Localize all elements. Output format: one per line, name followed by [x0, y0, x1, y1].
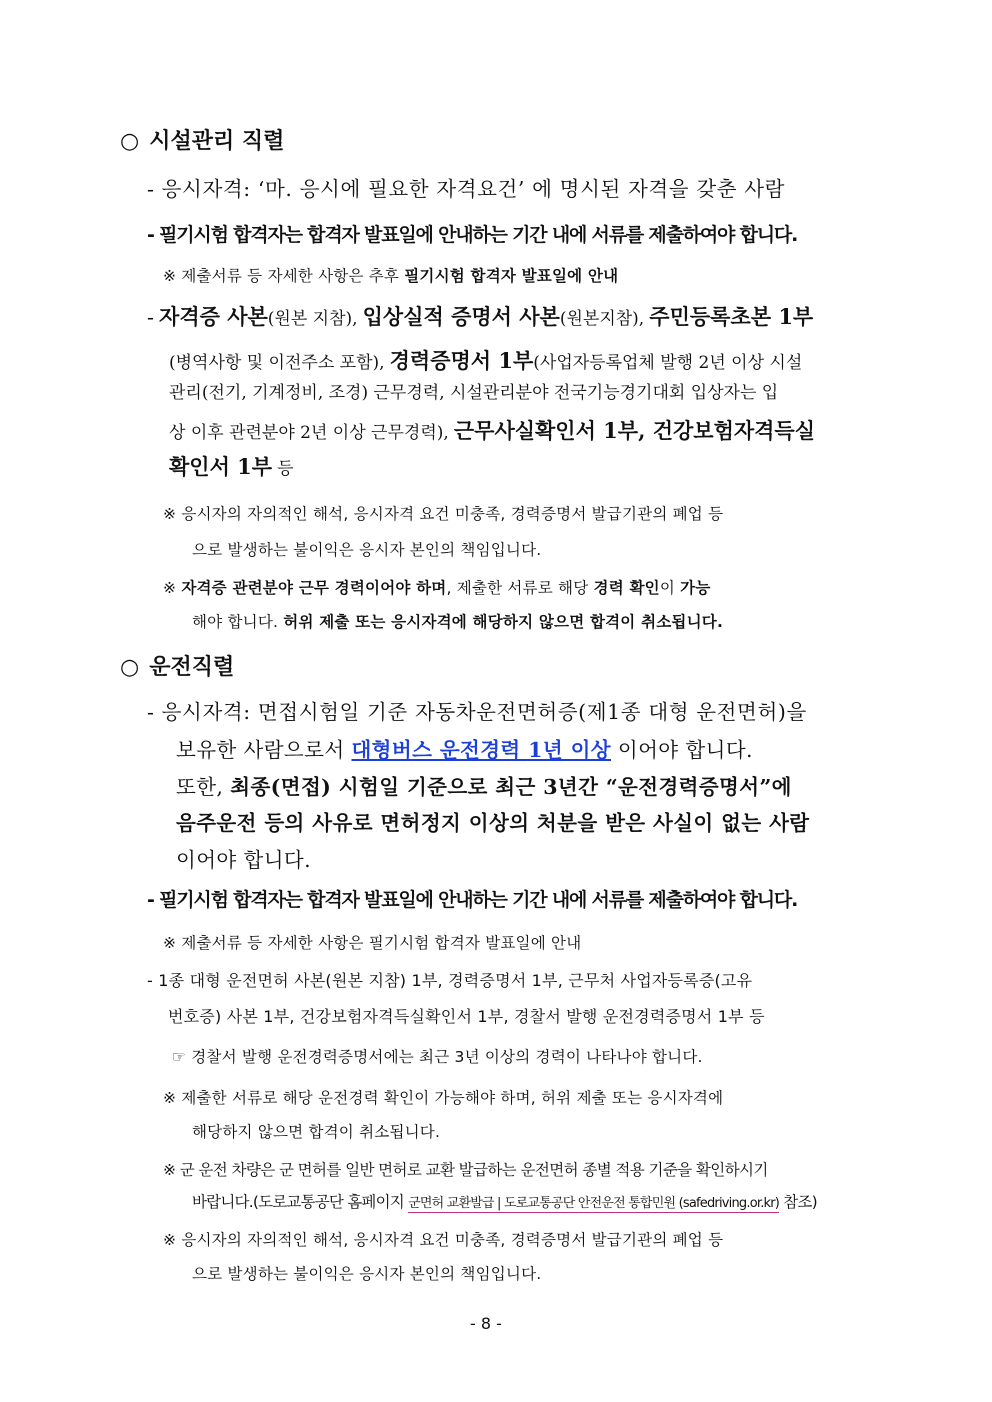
safedriving-link[interactable]: 군면허 교환발급 | 도로교통공단 안전운전 통합민원 (safedriving.or.kr)	[408, 1196, 780, 1211]
facility-note-2: ※ 응시자의 자의적인 해석, 응시자격 요건 미충족, 경력증명서 발급기관의 폐업 등	[163, 505, 724, 523]
driving-documents: - 1종 대형 운전면허 사본(원본 지참) 1부, 경력증명서 1부, 근무처 사업자등록증(고유	[147, 971, 753, 990]
reference-mark-icon: ※	[163, 1161, 176, 1179]
reference-mark-icon: ※	[163, 579, 177, 597]
facility-submit-notice: - 필기시험 합격자는 합격자 발표일에 안내하는 기간 내에 서류를 제출하여야 합니다.	[147, 224, 798, 246]
circle-bullet-icon: ○	[120, 655, 140, 680]
driving-note-3-cont: 바랍니다.(도로교통공단 홈페이지 군면허 교환발급 | 도로교통공단 안전운전 통합민원 (safedriving.or.kr) 참조)	[192, 1193, 817, 1211]
facility-note-3-cont: 해야 합니다. 허위 제출 또는 응시자격에 해당하지 않으면 합격이 취소됩니다.	[192, 613, 724, 631]
driving-pointer-note: ☞ 경찰서 발행 운전경력증명서에는 최근 3년 이상의 경력이 나타나야 합니다.	[172, 1048, 703, 1066]
driving-note-4-cont: 으로 발생하는 불이익은 응시자 본인의 책임입니다.	[192, 1265, 542, 1283]
facility-section-heading: ○ 시설관리 직렬	[120, 129, 285, 154]
facility-note-3: ※ 자격증 관련분야 근무 경력이어야 하며, 제출한 서류로 해당 경력 확인이 가능	[163, 579, 711, 597]
pointing-hand-icon: ☞	[172, 1048, 187, 1066]
facility-note-1: ※ 제출서류 등 자세한 사항은 추후 필기시험 합격자 발표일에 안내	[163, 267, 619, 285]
reference-mark-icon: ※	[163, 1231, 177, 1249]
driving-note-1: ※ 제출서류 등 자세한 사항은 필기시험 합격자 발표일에 안내	[163, 934, 582, 952]
facility-qualification: - 응시자격: ‘마. 응시에 필요한 자격요건’ 에 명시된 자격을 갖춘 사람	[147, 177, 786, 201]
circle-bullet-icon: ○	[120, 129, 140, 154]
driving-note-2-cont: 해당하지 않으면 합격이 취소됩니다.	[192, 1123, 441, 1141]
driving-note-2: ※ 제출한 서류로 해당 운전경력 확인이 가능해야 하며, 허위 제출 또는 응시자격에	[163, 1089, 724, 1107]
driving-submit-notice: - 필기시험 합격자는 합격자 발표일에 안내하는 기간 내에 서류를 제출하여야 합니다.	[147, 889, 798, 911]
driving-note-4: ※ 응시자의 자의적인 해석, 응시자격 요건 미충족, 경력증명서 발급기관의 폐업 등	[163, 1231, 724, 1249]
reference-mark-icon: ※	[163, 934, 177, 952]
reference-mark-icon: ※	[163, 1089, 177, 1107]
reference-mark-icon: ※	[163, 267, 177, 285]
reference-mark-icon: ※	[163, 505, 177, 523]
driving-documents-cont: 번호증) 사본 1부, 건강보험자격득실확인서 1부, 경찰서 발행 운전경력증명서 1부 등	[168, 1007, 765, 1026]
bus-career-highlight: 대형버스 운전경력 1년 이상	[351, 738, 611, 762]
page-number: - 8 -	[470, 1314, 502, 1333]
driving-qualification-line5: 이어야 합니다.	[176, 848, 312, 872]
driving-qualification-line4: 음주운전 등의 사유로 면허정지 이상의 처분을 받은 사실이 없는 사람	[176, 811, 810, 835]
driving-qualification-line3: 또한, 최종(면접) 시험일 기준으로 최근 3년간 “운전경력증명서”에	[176, 775, 792, 799]
driving-qualification: - 응시자격: 면접시험일 기준 자동차운전면허증(제1종 대형 운전면허)을	[147, 700, 807, 724]
facility-note-2-cont: 으로 발생하는 불이익은 응시자 본인의 책임입니다.	[192, 541, 542, 559]
driving-section-heading: ○ 운전직렬	[120, 655, 235, 680]
driving-note-3: ※ 군 운전 차량은 군 면허를 일반 면허로 교환 발급하는 운전면허 종별 적용 기준을 확인하시기	[163, 1161, 768, 1179]
driving-qualification-line2: 보유한 사람으로서 대형버스 운전경력 1년 이상 이어야 합니다.	[176, 738, 753, 762]
